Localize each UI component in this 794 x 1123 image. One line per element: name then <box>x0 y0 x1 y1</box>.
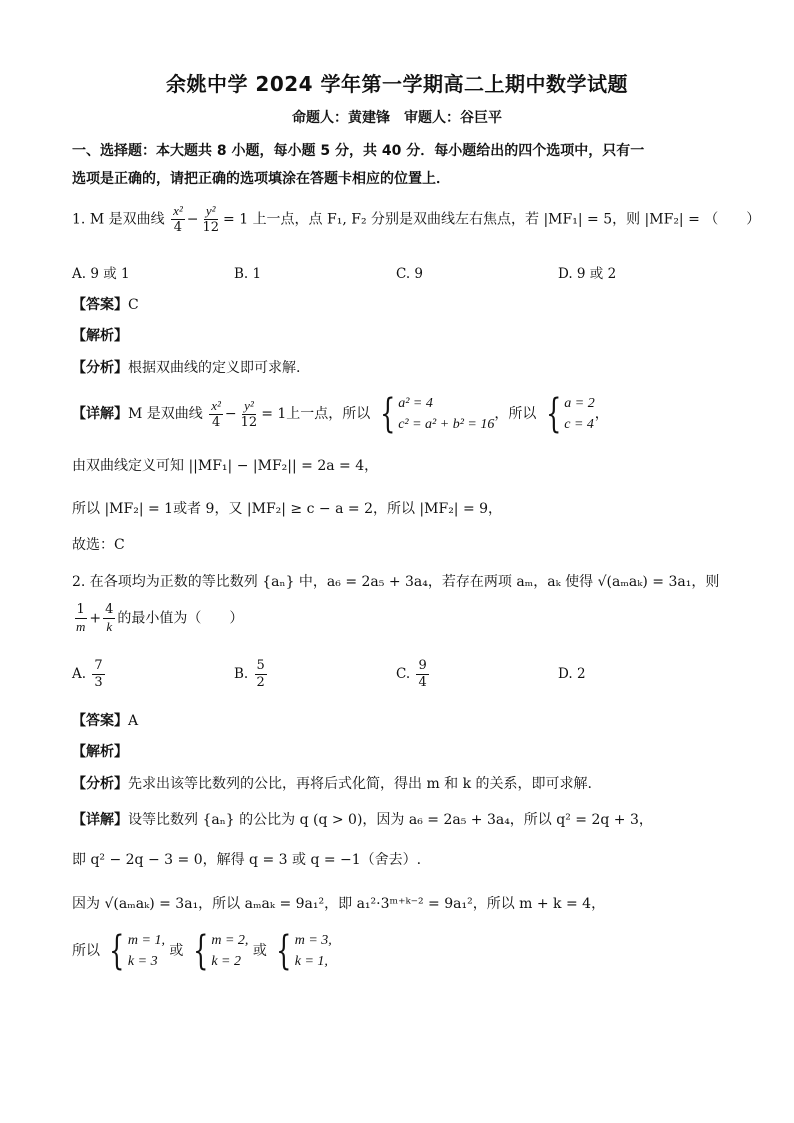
answer-line: 【答案】A <box>72 713 139 729</box>
option-b: B. 1 <box>234 266 262 282</box>
conclusion-line: 所以 |MF₂| = 1或者 9，又 |MF₂| ≥ c − a = 2，所以 |MF₂| = 9， <box>72 501 503 517</box>
answer-value: C <box>128 297 139 313</box>
fenxi-line: 【分析】根据双曲线的定义即可求解. <box>72 360 301 376</box>
question-1-post: 上一点，点 F₁, F₂ 分别是双曲线左右焦点，若 |MF₁| = 5，则 |MF₂| = （ ） <box>252 211 761 228</box>
answer-value: A <box>128 713 139 729</box>
answer-line: 【答案】C <box>72 297 139 313</box>
fenxi-line: 【分析】先求出该等比数列的公比，再将后式化简，得出 m 和 k 的关系，即可求解. <box>72 776 593 792</box>
page-title: 余姚中学 2024 学年第一学期高二上期中数学试题 <box>165 72 629 96</box>
because-line: 因为 √(aₘaₖ) = 3a₁，所以 aₘaₖ = 9a₁²，即 a₁²·3ᵐ⁺ᵏ⁻² = 9a₁²，所以 m + k = 4， <box>72 896 606 912</box>
fraction-x2-over-4: $\frac{\text{x²}}{4}$ <box>173 203 183 235</box>
option-a: A. $\frac{7}{3}$ <box>72 658 103 690</box>
question-2-stem-2: $\frac{1}{m}$ + $\frac{4}{k}$ 的最小值为（ ） <box>76 602 244 634</box>
fraction-1-over-m: $\frac{1}{m}$ <box>76 602 86 634</box>
solve-line: 即 q² − 2q − 3 = 0，解得 q = 3 或 q = −1（舍去）. <box>72 852 422 868</box>
detail-line: 【详解】设等比数列 {aₙ} 的公比为 q (q > 0)，因为 a₆ = 2a₅ + 3a₄，所以 q² = 2q + 3， <box>72 812 653 828</box>
fraction-4-over-k: $\frac{4}{k}$ <box>105 602 114 634</box>
option-a: A. 9 或 1 <box>72 266 130 282</box>
equation-system: { a² = 4 c² = a² + b² = 16 <box>379 391 495 437</box>
option-b: B. $\frac{5}{2}$ <box>234 658 265 690</box>
case-system: { m = 1, k = 3 <box>109 928 165 974</box>
equation-system: { a = 2 c = 4 <box>545 391 595 437</box>
option-c: C. $\frac{9}{4}$ <box>396 658 427 690</box>
analysis-heading: 【解析】 <box>72 328 128 344</box>
question-number: 1. <box>72 211 86 228</box>
question-1-stem: 1. M 是双曲线 $\frac{\text{x²}}{4}$ − $\frac{\text{y²}}{12}$ = 1 上一点，点 F₁, F₂ 分别是双曲线左右焦点，若 |MF₁| = 5，则 |MF₂| = （ ） <box>72 203 761 235</box>
analysis-heading: 【解析】 <box>72 744 128 760</box>
section-heading-line2: 选项是正确的，请把正确的选项填涂在答题卡相应的位置上． <box>72 171 450 187</box>
section-heading <box>72 137 722 193</box>
fraction-y2-over-12: $\frac{\text{y²}}{12}$ <box>202 203 220 235</box>
cases-line: 所以 { m = 1, k = 3 或 { m = 2, k = 2 或 { m = 3, k = 1, <box>72 928 332 974</box>
case-system: { m = 2, k = 2 <box>192 928 249 974</box>
case-system: { m = 3, k = 1, <box>276 928 332 974</box>
definition-line: 由双曲线定义可知 ||MF₁| − |MF₂|| = 2a = 4， <box>72 458 379 474</box>
choose-line: 故选：C <box>72 537 125 553</box>
option-d: D. 9 或 2 <box>558 266 617 282</box>
detail-line: 【详解】M 是双曲线 $\frac{\text{x²}}{4}$ − $\frac{\text{y²}}{12}$ = 1上一点，所以 { a² = 4 c² = a² + b² = 16 ，所以 { a = 2 c = 4 ， <box>72 391 609 437</box>
question-2-stem: 2. 在各项均为正数的等比数列 {aₙ} 中，a₆ = 2a₅ + 3a₄，若存在两项 aₘ，aₖ 使得 √(aₘaₖ) = 3a₁，则 <box>72 574 720 590</box>
section-heading-line1: 一、选择题：本大题共 8 小题，每小题 5 分，共 40 分．每小题给出的四个选项中，只有一 <box>72 143 645 159</box>
author-byline: 命题人：黄建锋 审题人：谷巨平 <box>292 110 502 126</box>
option-c: C. 9 <box>396 266 424 282</box>
option-d: D. 2 <box>558 666 586 682</box>
question-1-pre: M 是双曲线 <box>89 211 165 228</box>
